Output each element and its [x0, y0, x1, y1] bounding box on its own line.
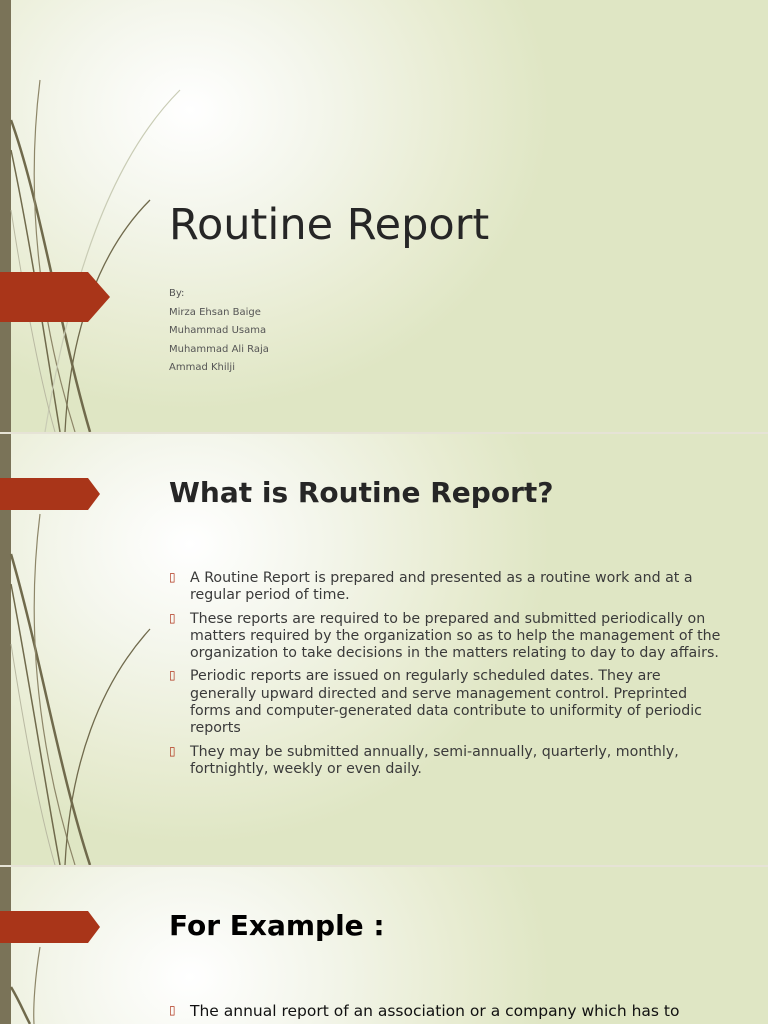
- slide-title-text: Routine Report: [169, 200, 490, 250]
- slide-heading: For Example :: [169, 909, 385, 942]
- bullet-item: [169, 570, 729, 605]
- arrow-tab-icon: [0, 272, 110, 322]
- arrow-tab-icon: [0, 911, 100, 943]
- bullet-text: The annual report of an association or a company which has to: [190, 1002, 680, 1020]
- slide-definition: [0, 434, 768, 865]
- bullet-text: A Routine Report is prepared and presented as a routine work and at a regular period of time.: [190, 570, 693, 604]
- bullet-item: [169, 668, 729, 737]
- author-name: Muhammad Usama: [169, 325, 267, 336]
- hollow-square-bullet-icon: ▯: [169, 668, 176, 683]
- bullet-item: [169, 1003, 729, 1020]
- bullet-item: [169, 611, 729, 663]
- hollow-square-bullet-icon: ▯: [169, 570, 176, 584]
- slide-example: [0, 867, 768, 1024]
- slide-title: [0, 0, 768, 432]
- plant-stems-decoration: [0, 867, 200, 1024]
- author-by-label: By:: [169, 288, 185, 299]
- bullet-list: [169, 1003, 729, 1024]
- author-list: [169, 285, 269, 378]
- hollow-square-bullet-icon: ▯: [169, 743, 176, 758]
- hollow-square-bullet-icon: ▯: [169, 610, 176, 625]
- author-name: Ammad Khilji: [169, 362, 235, 373]
- bullet-text: These reports are required to be prepared and submitted periodically on matters required by the organization so as to help the management of the organization to take decisions in the matters relating to day to day affairs.: [190, 610, 721, 662]
- author-name: Mirza Ehsan Baige: [169, 306, 261, 318]
- bullet-list: [169, 570, 729, 784]
- bullet-item: [169, 744, 729, 779]
- bullet-text: They may be submitted annually, semi-annually, quarterly, monthly, fortnightly, weekly or even daily.: [190, 743, 679, 777]
- arrow-tab-icon: [0, 478, 100, 510]
- bullet-text: Periodic reports are issued on regularly scheduled dates. They are generally upward directed and serve management control. Preprinted forms and computer-generated data contribute to uniformity of periodic reports: [190, 668, 702, 737]
- slide-heading: What is Routine Report?: [169, 476, 554, 509]
- author-name: Muhammad Ali Raja: [169, 343, 269, 355]
- hollow-square-bullet-icon: ▯: [169, 1003, 176, 1017]
